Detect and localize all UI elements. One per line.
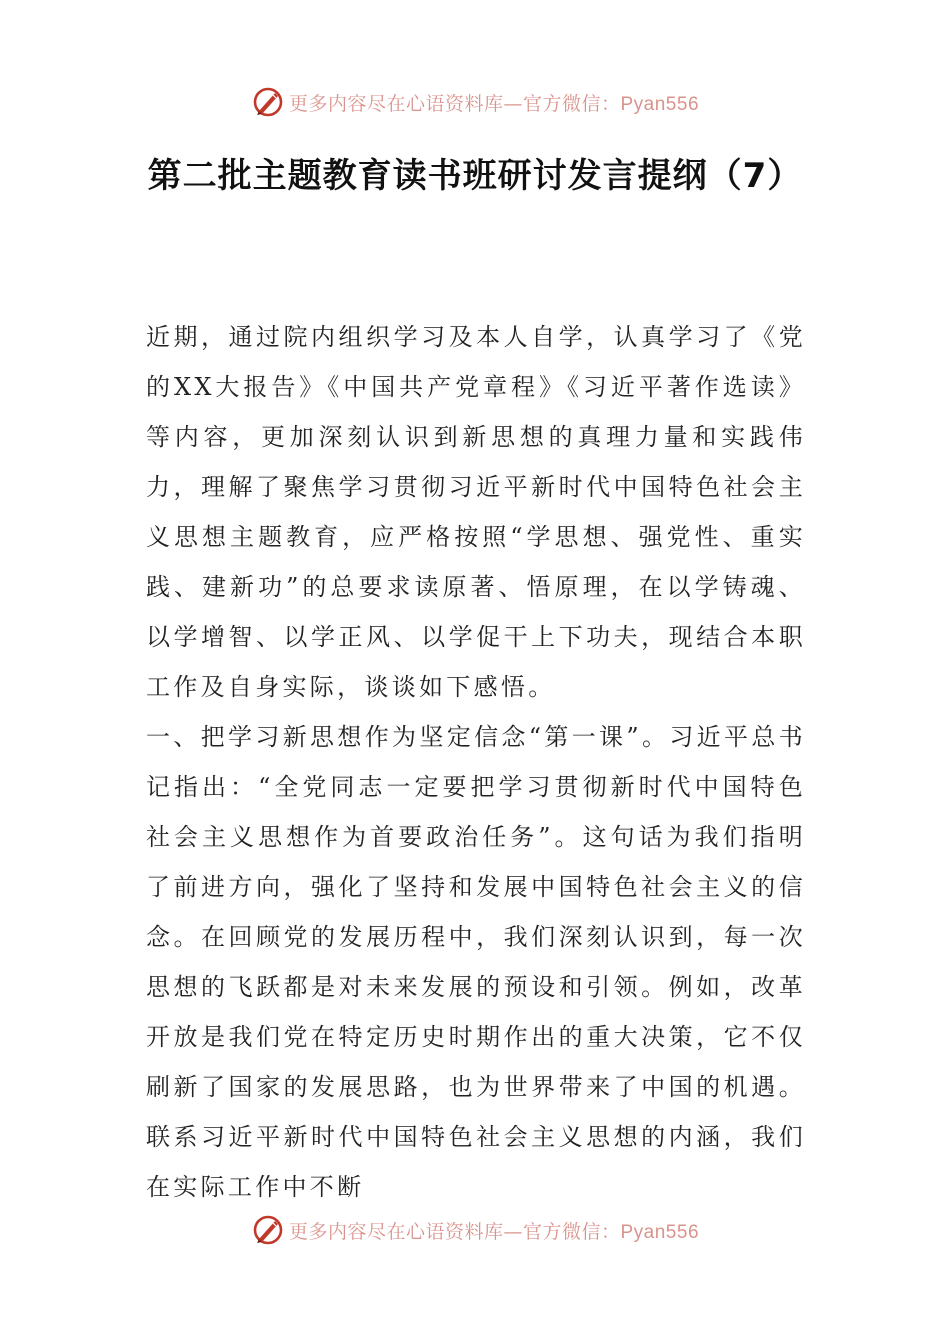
watermark-text: 更多内容尽在心语资料库—官方微信：Pyan556 bbox=[288, 1220, 700, 1243]
pen-logo-icon bbox=[251, 1213, 285, 1247]
header-watermark bbox=[0, 80, 950, 124]
footer-watermark bbox=[0, 1208, 950, 1252]
document-title: 第二批主题教育读书班研讨发言提纲（7） bbox=[147, 156, 803, 196]
watermark-wechat-id: Pyan556 bbox=[620, 93, 700, 115]
watermark-text: 更多内容尽在心语资料库—官方微信：Pyan556 bbox=[288, 92, 700, 115]
paragraph-section-one: 一、把学习新思想作为坚定信念“第一课”。习近平总书记指出：“全党同志一定要把学习贯彻新时代中国特色社会主义思想作为首要政治任务”。这句话为我们指明了前进方向，强化了坚持和发展中国特色社会主义的信念。在回顾党的发展历程中，我们深刻认识到，每一次思想的飞跃都是对未来发展的预设和引领。例如，改革开放是我们党在特定历史时期作出的重大决策，它不仅刷新了国家的发展思路，也为世界带来了中国的机遇。联系习近平新时代中国特色社会主义思想的内涵，我们在实际工作中不断 bbox=[146, 723, 806, 1201]
pen-logo-icon bbox=[251, 85, 285, 119]
paragraph-intro: 近期，通过院内组织学习及本人自学，认真学习了《党的XX大报告》《中国共产党章程》《习近平著作选读》等内容，更加深刻认识到新思想的真理力量和实践伟力，理解了聚焦学习贯彻习近平新时代中国特色社会主义思想主题教育，应严格按照“学思想、强党性、重实践、建新功”的总要求读原著、悟原理，在以学铸魂、以学增智、以学正风、以学促干上下功夫，现结合本职工作及自身实际，谈谈如下感悟。 bbox=[146, 323, 806, 701]
document-body bbox=[146, 312, 806, 1212]
watermark-wechat-id: Pyan556 bbox=[620, 1221, 700, 1243]
